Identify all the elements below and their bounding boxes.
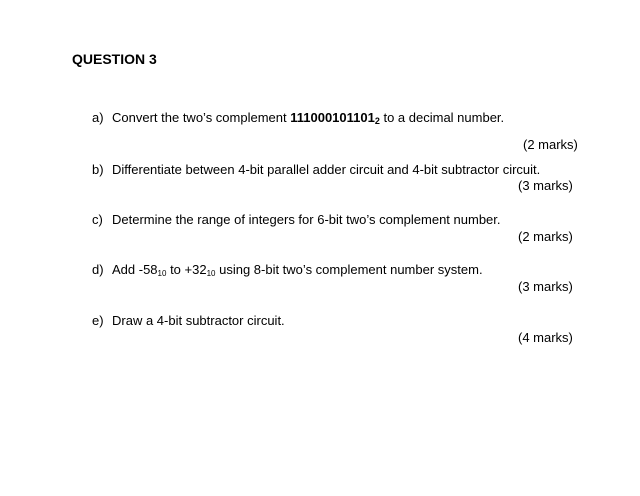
question-a-text-after: to a decimal number. xyxy=(379,110,505,125)
question-d-text-suffix: using 8-bit two’s complement number system. xyxy=(215,262,483,277)
question-a-marks: (2 marks) xyxy=(523,137,578,152)
question-b-text: Differentiate between 4-bit parallel adder circuit and 4-bit subtractor circuit. xyxy=(112,162,541,177)
page-title: QUESTION 3 xyxy=(72,51,157,67)
question-d-marks: (3 marks) xyxy=(518,279,573,294)
question-c-label: c) xyxy=(92,212,103,227)
question-d-text-prefix: Add -58 xyxy=(112,262,158,277)
question-c-text: Determine the range of integers for 6-bit two’s complement number. xyxy=(112,212,501,227)
question-a-label: a) xyxy=(92,110,104,125)
question-d-text-mid: to +32 xyxy=(166,262,207,277)
question-d-label: d) xyxy=(92,262,104,277)
question-b-marks: (3 marks) xyxy=(518,178,573,193)
question-e-marks: (4 marks) xyxy=(518,330,573,345)
question-c-marks: (2 marks) xyxy=(518,229,573,244)
question-a-number: 111000101101 xyxy=(290,110,375,125)
question-a-text-before: Convert the two’s complement xyxy=(112,110,291,125)
question-e-text: Draw a 4-bit subtractor circuit. xyxy=(112,313,285,328)
question-d-base-1: 10 xyxy=(157,269,167,278)
question-a-text xyxy=(112,110,504,129)
question-b-label: b) xyxy=(92,162,104,177)
question-a-number-base: 2 xyxy=(374,116,380,126)
question-e-label: e) xyxy=(92,313,104,328)
question-d-base-2: 10 xyxy=(206,269,216,278)
question-d-text xyxy=(112,262,483,281)
